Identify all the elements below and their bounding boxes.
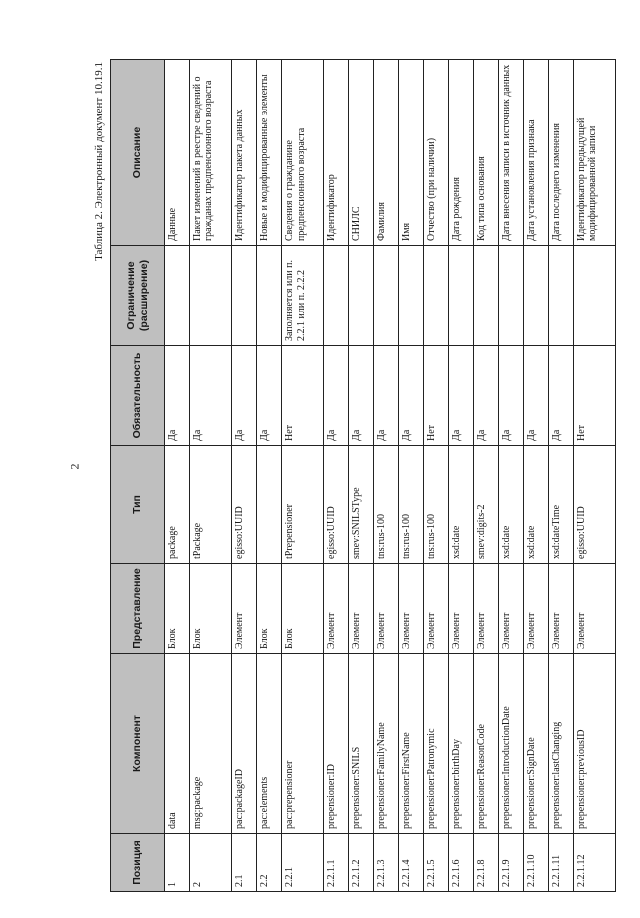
rotated-content <box>88 60 616 892</box>
column-header-constraint: Ограничение (расширение) <box>111 246 165 346</box>
cell-mandatory: Нет <box>282 346 324 446</box>
cell-mandatory: Да <box>349 346 374 446</box>
cell-component: prepensioner:IntroductionDate <box>498 654 523 834</box>
cell-representation: Элемент <box>324 564 349 654</box>
table-row <box>548 60 573 892</box>
cell-component: prepensioner:Patronymic <box>424 654 449 834</box>
cell-description: Дата установления признака <box>523 60 548 246</box>
cell-mandatory: Да <box>523 346 548 446</box>
cell-position: 2 <box>189 834 231 892</box>
cell-constraint <box>349 246 374 346</box>
cell-component: msg:package <box>189 654 231 834</box>
table-row <box>189 60 231 892</box>
table-row <box>448 60 473 892</box>
cell-representation: Элемент <box>498 564 523 654</box>
cell-type <box>257 446 282 564</box>
cell-description: Сведения о гражданине предпенсионного возраста <box>282 60 324 246</box>
cell-representation: Элемент <box>473 564 498 654</box>
cell-position: 2.2.1 <box>282 834 324 892</box>
cell-description: Дата внесения записи в источник данных <box>498 60 523 246</box>
cell-component: prepensioner:FamilyName <box>374 654 399 834</box>
cell-position: 2.2.1.11 <box>548 834 573 892</box>
cell-representation: Блок <box>282 564 324 654</box>
cell-description: Дата рождения <box>448 60 473 246</box>
cell-mandatory: Да <box>399 346 424 446</box>
cell-mandatory: Нет <box>573 346 615 446</box>
cell-description: Идентификатор пакета данных <box>232 60 257 246</box>
cell-component: prepensioner:ID <box>324 654 349 834</box>
cell-representation: Элемент <box>374 564 399 654</box>
cell-component: prepensioner:FirstName <box>399 654 424 834</box>
cell-constraint <box>573 246 615 346</box>
rotated-page <box>88 60 616 892</box>
cell-type: tns:rus-100 <box>374 446 399 564</box>
column-header-component: Компонент <box>111 654 165 834</box>
cell-description: Дата последнего изменения <box>548 60 573 246</box>
cell-mandatory: Да <box>473 346 498 446</box>
cell-position: 2.2.1.1 <box>324 834 349 892</box>
cell-component: pac:packageID <box>232 654 257 834</box>
page-number: 2 <box>67 463 82 470</box>
cell-mandatory: Да <box>324 346 349 446</box>
table-row <box>282 60 324 892</box>
table-row <box>399 60 424 892</box>
cell-component: prepensioner:birthDay <box>448 654 473 834</box>
cell-description: Отчество (при наличии) <box>424 60 449 246</box>
cell-component: prepensioner:SNILS <box>349 654 374 834</box>
cell-type: xsd:date <box>523 446 548 564</box>
table-row <box>257 60 282 892</box>
cell-position: 2.2.1.3 <box>374 834 399 892</box>
cell-constraint <box>232 246 257 346</box>
cell-position: 2.2.1.10 <box>523 834 548 892</box>
cell-mandatory: Да <box>498 346 523 446</box>
cell-constraint <box>165 246 190 346</box>
column-header-description: Описание <box>111 60 165 246</box>
column-header-position: Позиция <box>111 834 165 892</box>
cell-component: pac:elements <box>257 654 282 834</box>
cell-description: Код типа основания <box>473 60 498 246</box>
cell-representation: Элемент <box>232 564 257 654</box>
table-row <box>523 60 548 892</box>
cell-type: tns:rus-100 <box>399 446 424 564</box>
cell-position: 2.2.1.6 <box>448 834 473 892</box>
cell-position: 2.2.1.4 <box>399 834 424 892</box>
cell-type: xsd:dateTime <box>548 446 573 564</box>
cell-description: Данные <box>165 60 190 246</box>
cell-position: 2.2.1.8 <box>473 834 498 892</box>
cell-representation: Блок <box>189 564 231 654</box>
header-row <box>111 60 165 892</box>
cell-component: prepensioner:lastChanging <box>548 654 573 834</box>
column-header-mandatory: Обязательность <box>111 346 165 446</box>
cell-representation: Элемент <box>523 564 548 654</box>
cell-constraint: Заполняется или п. 2.2.1 или п. 2.2.2 <box>282 246 324 346</box>
column-header-representation: Представление <box>111 564 165 654</box>
cell-mandatory: Да <box>374 346 399 446</box>
cell-description: СНИЛС <box>349 60 374 246</box>
cell-type: egisso:UUID <box>324 446 349 564</box>
cell-type: egisso:UUID <box>232 446 257 564</box>
cell-component: data <box>165 654 190 834</box>
cell-type: xsd:date <box>448 446 473 564</box>
cell-position: 2.2 <box>257 834 282 892</box>
table-row <box>473 60 498 892</box>
table-row <box>498 60 523 892</box>
cell-representation: Элемент <box>349 564 374 654</box>
cell-constraint <box>548 246 573 346</box>
table-row <box>374 60 399 892</box>
document-table <box>110 59 616 892</box>
cell-type: egisso:UUID <box>573 446 615 564</box>
cell-constraint <box>374 246 399 346</box>
cell-mandatory: Да <box>448 346 473 446</box>
cell-constraint <box>473 246 498 346</box>
cell-description: Новые и модифицированные элементы <box>257 60 282 246</box>
table-row <box>165 60 190 892</box>
cell-type: tPackage <box>189 446 231 564</box>
cell-representation: Элемент <box>448 564 473 654</box>
cell-representation: Элемент <box>424 564 449 654</box>
cell-position: 2.2.1.5 <box>424 834 449 892</box>
cell-position: 2.2.1.12 <box>573 834 615 892</box>
cell-position: 1 <box>165 834 190 892</box>
cell-description: Фамилия <box>374 60 399 246</box>
cell-representation: Элемент <box>399 564 424 654</box>
cell-type: package <box>165 446 190 564</box>
cell-description: Пакет изменений в реестре сведений о гражданах предпенсионного возраста <box>189 60 231 246</box>
cell-description: Имя <box>399 60 424 246</box>
cell-constraint <box>523 246 548 346</box>
cell-mandatory: Да <box>257 346 282 446</box>
cell-representation: Блок <box>165 564 190 654</box>
cell-type: tPrepensioner <box>282 446 324 564</box>
cell-constraint <box>324 246 349 346</box>
cell-mandatory: Да <box>232 346 257 446</box>
cell-position: 2.2.1.9 <box>498 834 523 892</box>
table-row <box>324 60 349 892</box>
table-row <box>424 60 449 892</box>
table-row <box>232 60 257 892</box>
table-row <box>573 60 615 892</box>
cell-type: smev:SNILSType <box>349 446 374 564</box>
cell-constraint <box>424 246 449 346</box>
cell-representation: Элемент <box>573 564 615 654</box>
cell-constraint <box>189 246 231 346</box>
cell-component: prepensioner:previousID <box>573 654 615 834</box>
cell-constraint <box>399 246 424 346</box>
cell-type: xsd:date <box>498 446 523 564</box>
cell-representation: Элемент <box>548 564 573 654</box>
cell-constraint <box>448 246 473 346</box>
cell-description: Идентификатор <box>324 60 349 246</box>
cell-type: smev:digits-2 <box>473 446 498 564</box>
table-body <box>165 60 616 892</box>
cell-mandatory: Да <box>165 346 190 446</box>
cell-position: 2.2.1.2 <box>349 834 374 892</box>
cell-constraint <box>257 246 282 346</box>
column-header-type: Тип <box>111 446 165 564</box>
cell-component: pac:prepensioner <box>282 654 324 834</box>
cell-representation: Блок <box>257 564 282 654</box>
cell-mandatory: Да <box>189 346 231 446</box>
cell-mandatory: Нет <box>424 346 449 446</box>
cell-position: 2.1 <box>232 834 257 892</box>
table-caption: Таблица 2. Электронный документ 10.19.1 <box>93 62 105 261</box>
cell-constraint <box>498 246 523 346</box>
cell-component: prepensioner:ReasonCode <box>473 654 498 834</box>
table-row <box>349 60 374 892</box>
cell-description: Идентификатор предыдущей модифицированной записи <box>573 60 615 246</box>
cell-type: tns:rus-100 <box>424 446 449 564</box>
cell-component: prepensioner:SignDate <box>523 654 548 834</box>
cell-mandatory: Да <box>548 346 573 446</box>
